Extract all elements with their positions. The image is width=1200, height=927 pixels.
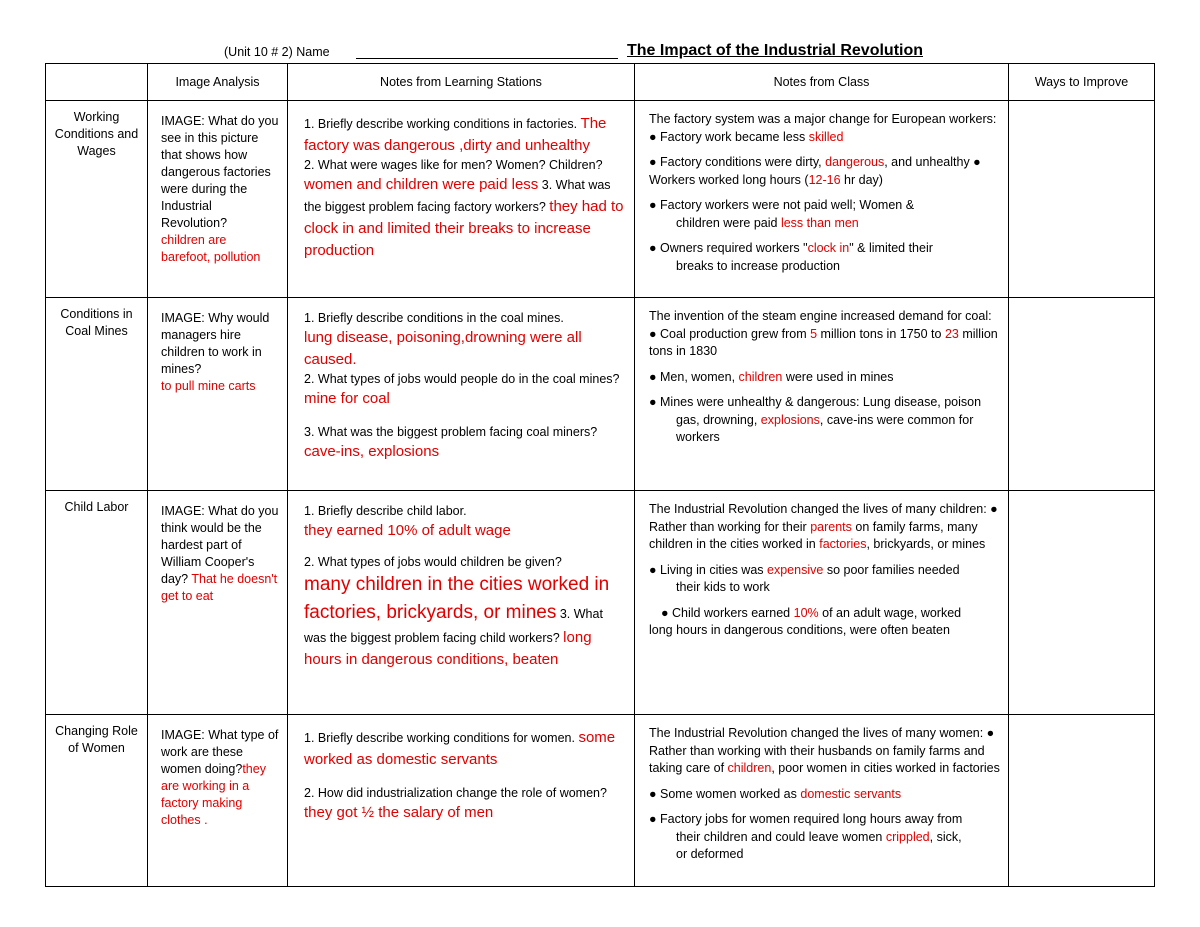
table-row-women	[46, 715, 1155, 887]
class-note-text: ● Men, women,	[649, 369, 736, 384]
class-note-highlight: crippled	[885, 829, 930, 844]
class-note-text: hr day)	[844, 172, 883, 187]
station-answer-1: they earned 10% of adult wage	[304, 522, 511, 539]
class-note-text: The invention of the steam engine increased demand for coal: ● Coal production grew from	[649, 309, 992, 341]
class-note-bullet	[649, 786, 1000, 804]
station-question-3: 3. What was the biggest problem facing factory workers?	[304, 178, 611, 214]
image-answer: children are barefoot, pollution	[161, 233, 261, 264]
class-note-highlight: 23	[944, 326, 959, 341]
class-note-text: gas, drowning,	[676, 412, 758, 427]
class-notes-cell	[635, 298, 1009, 491]
image-analysis-cell	[148, 715, 288, 887]
image-answer: to pull mine carts	[161, 379, 256, 393]
class-note-highlight: factories	[819, 537, 867, 551]
image-question: IMAGE: What do you see in this picture that shows how dangerous factories were during the Industrial Revolution?	[161, 114, 279, 230]
class-note-bullet	[649, 605, 1000, 623]
station-question-1: 1. Briefly describe conditions in the coal mines.	[304, 311, 564, 325]
station-question-2: 2. What were wages like for men? Women? Children?	[304, 158, 603, 172]
class-note-text: on family farms, many children in the cities worked in	[649, 519, 978, 551]
class-note-text: ● Factory conditions were dirty,	[649, 155, 822, 169]
table-row-child-labor	[46, 491, 1155, 715]
class-note-text: were used in mines	[785, 369, 894, 384]
class-note-highlight: 10%	[793, 605, 819, 620]
class-note-continuation: their kids to work	[676, 580, 770, 594]
class-note-highlight: domestic servants	[800, 786, 902, 801]
learning-stations-cell	[288, 298, 635, 491]
station-answer-3: they had to clock in and limited their breaks to increase production	[304, 198, 624, 259]
learning-stations-cell	[288, 101, 635, 298]
image-answer: That he doesn't get to eat	[161, 572, 278, 603]
station-answer-2: many children in the cities worked in factories, brickyards, or mines	[304, 574, 610, 623]
class-notes-cell	[635, 101, 1009, 298]
station-question-1: 1. Briefly describe working conditions in factories.	[304, 117, 578, 131]
table-header-row	[46, 64, 1155, 101]
ways-to-improve-cell[interactable]	[1009, 491, 1155, 715]
class-note-highlight: 12-16	[808, 172, 841, 187]
class-note-highlight: less than men	[780, 215, 859, 230]
row-label: Child Labor	[46, 491, 148, 715]
class-note-highlight: clock in	[807, 241, 850, 255]
station-answer-2: mine for coal	[304, 390, 390, 407]
image-analysis-cell	[148, 298, 288, 491]
col-header-learning-stations: Notes from Learning Stations	[288, 64, 635, 101]
class-note-continuation	[649, 412, 1000, 430]
class-note-text: ● Some women worked as	[649, 786, 797, 801]
class-note-highlight: dangerous	[825, 155, 885, 169]
station-answer-3: cave-ins, explosions	[304, 443, 440, 460]
station-answer-3: long hours in dangerous conditions, beaten	[304, 629, 592, 668]
image-analysis-cell	[148, 101, 288, 298]
station-question-1: 1. Briefly describe child labor.	[304, 504, 467, 518]
class-note-text: million tons in 1750 to	[820, 326, 942, 341]
image-analysis-cell	[148, 491, 288, 715]
class-note-text: The Industrial Revolution changed the lives of many children: ● Rather than working for their	[649, 502, 998, 534]
table-row-working-conditions	[46, 101, 1155, 298]
station-question-2: 2. What types of jobs would children be given?	[304, 555, 562, 569]
class-note-text: their children and could leave women	[676, 829, 883, 844]
class-note-highlight: parents	[810, 519, 852, 534]
class-note-text: The Industrial Revolution changed the lives of many women: ● Rather than working with their husbands on family farms and taking care of	[649, 726, 995, 775]
station-answer-2: women and children were paid less	[304, 176, 539, 193]
unit-name-label: (Unit 10 # 2) Name	[224, 45, 330, 59]
class-note-bullet: ● Factory jobs for women required long hours away from	[649, 812, 963, 826]
class-note-continuation	[649, 215, 1000, 233]
class-note-text: " & limited their	[849, 241, 933, 255]
class-note-text: of an adult wage, worked	[822, 605, 962, 620]
station-question-2: 2. How did industrialization change the role of women?	[304, 786, 607, 800]
class-note-text: children were paid	[676, 215, 778, 230]
page-title: The Impact of the Industrial Revolution	[627, 42, 924, 59]
class-note-text: ● Child workers earned	[661, 605, 791, 620]
class-note-text: , poor women in cities worked in factories	[771, 761, 1000, 775]
worksheet-header	[0, 42, 1200, 64]
class-note-continuation: breaks to increase production	[676, 258, 840, 273]
station-question-2: 2. What types of jobs would people do in the coal mines?	[304, 372, 620, 386]
col-header-class-notes: Notes from Class	[635, 64, 1009, 101]
station-question-3: 3. What was the biggest problem facing coal miners?	[304, 425, 598, 439]
col-header-ways-to-improve: Ways to Improve	[1009, 64, 1155, 101]
class-note-text: so poor families needed	[826, 562, 960, 577]
class-note-bullet: ● Factory workers were not paid well; Women &	[649, 198, 915, 212]
class-note-highlight: children	[727, 761, 772, 775]
class-note-text: , and unhealthy ● Workers worked long hours (	[649, 155, 981, 187]
class-note-text: ● Living in cities was	[649, 562, 764, 577]
image-question: IMAGE: Why would managers hire children to work in mines?	[161, 311, 270, 376]
class-note-text: , sick,	[929, 829, 962, 844]
class-note-text: ● Owners required workers "	[649, 241, 808, 255]
station-question-3: 3. What was the biggest problem facing child workers?	[304, 607, 603, 645]
image-answer: they are working in a factory making clothes .	[161, 762, 266, 827]
class-note-text: , cave-ins were common for	[819, 412, 974, 427]
class-note-text: The factory system was a major change for European workers: ● Factory work became less	[649, 112, 997, 144]
table-row-coal-mines	[46, 298, 1155, 491]
ways-to-improve-cell[interactable]	[1009, 101, 1155, 298]
station-answer-1: some worked as domestic servants	[304, 729, 616, 768]
image-question: IMAGE: What type of work are these women doing?	[161, 728, 279, 776]
class-note-highlight: expensive	[767, 562, 824, 577]
class-note-bullet: ● Mines were unhealthy & dangerous: Lung disease, poison	[649, 395, 982, 409]
class-note-highlight: skilled	[808, 129, 844, 144]
row-label: Working Conditions and Wages	[46, 101, 148, 298]
station-answer-1: The factory was dangerous ,dirty and unhealthy	[304, 115, 607, 154]
learning-stations-cell	[288, 491, 635, 715]
class-note-text: million tons in 1830	[649, 326, 998, 358]
corner-cell	[46, 64, 148, 101]
ways-to-improve-cell[interactable]	[1009, 298, 1155, 491]
class-note-highlight: 5	[810, 326, 818, 341]
col-header-image-analysis: Image Analysis	[148, 64, 288, 101]
class-note-continuation	[649, 829, 1000, 847]
class-note-continuation: long hours in dangerous conditions, were often beaten	[649, 623, 950, 637]
class-note-bullet	[649, 562, 1000, 580]
worksheet-table	[45, 63, 1155, 887]
station-question-1: 1. Briefly describe working conditions for women.	[304, 731, 575, 745]
class-note-highlight: explosions	[760, 412, 820, 427]
station-answer-1: lung disease, poisoning,drowning were all caused.	[304, 329, 582, 368]
row-label: Conditions in Coal Mines	[46, 298, 148, 491]
class-notes-cell	[635, 491, 1009, 715]
class-note-highlight: children	[738, 369, 783, 384]
station-answer-2: they got ½ the salary of men	[304, 804, 494, 821]
class-note-continuation: workers	[676, 430, 720, 444]
image-question: IMAGE: What do you think would be the hardest part of William Cooper's day?	[161, 504, 279, 586]
class-note-text: , brickyards, or mines	[866, 537, 986, 551]
class-notes-cell	[635, 715, 1009, 887]
name-blank-line	[356, 58, 618, 59]
ways-to-improve-cell[interactable]	[1009, 715, 1155, 887]
class-note-continuation: or deformed	[676, 847, 744, 861]
row-label: Changing Role of Women	[46, 715, 148, 887]
class-note-bullet	[649, 240, 1000, 258]
class-note-bullet	[649, 369, 1000, 387]
learning-stations-cell	[288, 715, 635, 887]
